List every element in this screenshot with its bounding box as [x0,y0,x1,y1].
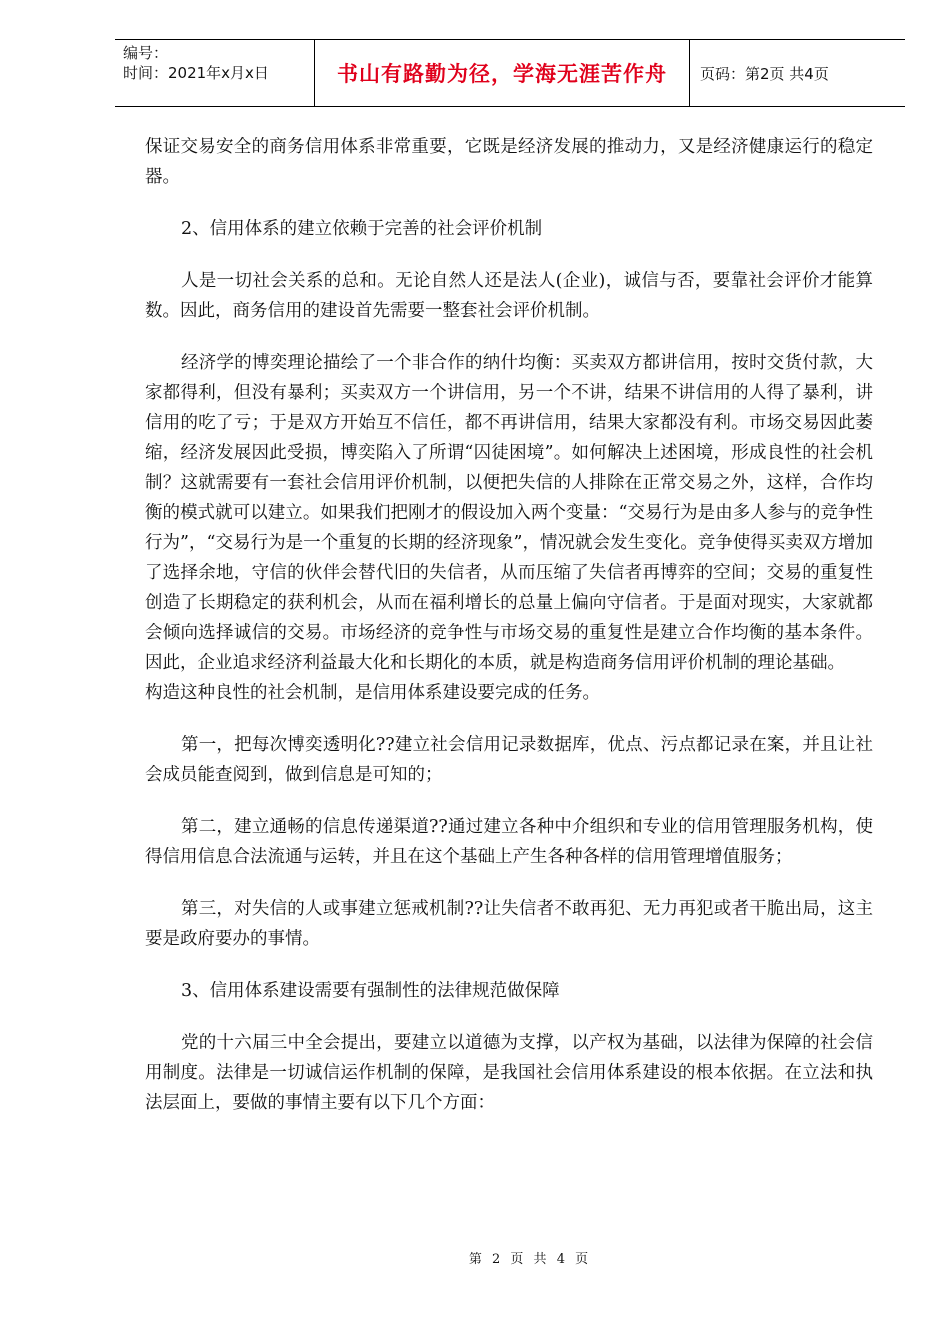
paragraph: 构造这种良性的社会机制，是信用体系建设要完成的任务。 [145,683,600,703]
document-body [145,132,873,1140]
paragraph: 经济学的博奕理论描绘了一个非合作的纳什均衡：买卖双方都讲信用，按时交货付款，大家都得利，但没有暴利；买卖双方一个讲信用，另一个不讲，结果不讲信用的人得了暴利，讲信用的吃了亏；于是双方开始互不信任，都不再讲信用，结果大家都没有利。市场交易因此萎缩，经济发展因此受损，博奕陷入了所谓“囚徒困境”。如何解决上述困境，形成良性的社会机制？这就需要有一套社会信用评价机制，以便把失信的人排除在正常交易之外，这样，合作均衡的模式就可以建立。如果我们把刚才的假设加入两个变量：“交易行为是由多人参与的竞争性行为”，“交易行为是一个重复的长期的经济现象”，情况就会发生变化。竞争使得买卖双方增加了选择余地，守信的伙伴会替代旧的失信者，从而压缩了失信者再博弈的空间；交易的重复性创造了长期稳定的获利机会，从而在福利增长的总量上偏向守信者。于是面对现实，大家就都会倾向选择诚信的交易。市场经济的竞争性与市场交易的重复性是建立合作均衡的基本条件。因此，企业追求经济利益最大化和长期化的本质，就是构造商务信用评价机制的理论基础。 [145,353,873,673]
page-footer: 第 2 页 共 4 页 [468,1252,592,1267]
list-item: 第二，建立通畅的信息传递渠道??通过建立各种中介组织和专业的信用管理服务机构，使得信用信息合法流通与运转，并且在这个基础上产生各种各样的信用管理增值服务； [145,817,873,867]
time-label: 时间：2021年x月x日 [123,64,269,82]
paragraph: 保证交易安全的商务信用体系非常重要，它既是经济发展的推动力，又是经济健康运行的稳定器。 [145,137,873,187]
header-motto: 书山有路勤为径，学海无涯苦作舟 [315,40,690,106]
paragraph: 党的十六届三中全会提出，要建立以道德为支撑，以产权为基础，以法律为保障的社会信用制度。法律是一切诚信运作机制的保障，是我国社会信用体系建设的根本依据。在立法和执法层面上，要做的事情主要有以下几个方面： [145,1033,873,1113]
header-page-info: 页码：第2页 共4页 [700,64,829,83]
list-item: 第三，对失信的人或事建立惩戒机制??让失信者不敢再犯、无力再犯或者干脆出局，这主要是政府要办的事情。 [145,899,873,949]
paragraph: 人是一切社会关系的总和。无论自然人还是法人(企业)，诚信与否，要靠社会评价才能算数。因此，商务信用的建设首先需要一整套社会评价机制。 [145,271,873,321]
list-item: 第一，把每次博奕透明化??建立社会信用记录数据库，优点、污点都记录在案，并且让社会成员能查阅到，做到信息是可知的； [145,735,873,785]
page-header [115,39,905,107]
number-label: 编号： [123,44,169,62]
section-heading: 2、信用体系的建立依赖于完善的社会评价机制 [181,219,543,239]
header-meta [115,40,315,106]
section-heading: 3、信用体系建设需要有强制性的法律规范做保障 [181,981,560,1001]
